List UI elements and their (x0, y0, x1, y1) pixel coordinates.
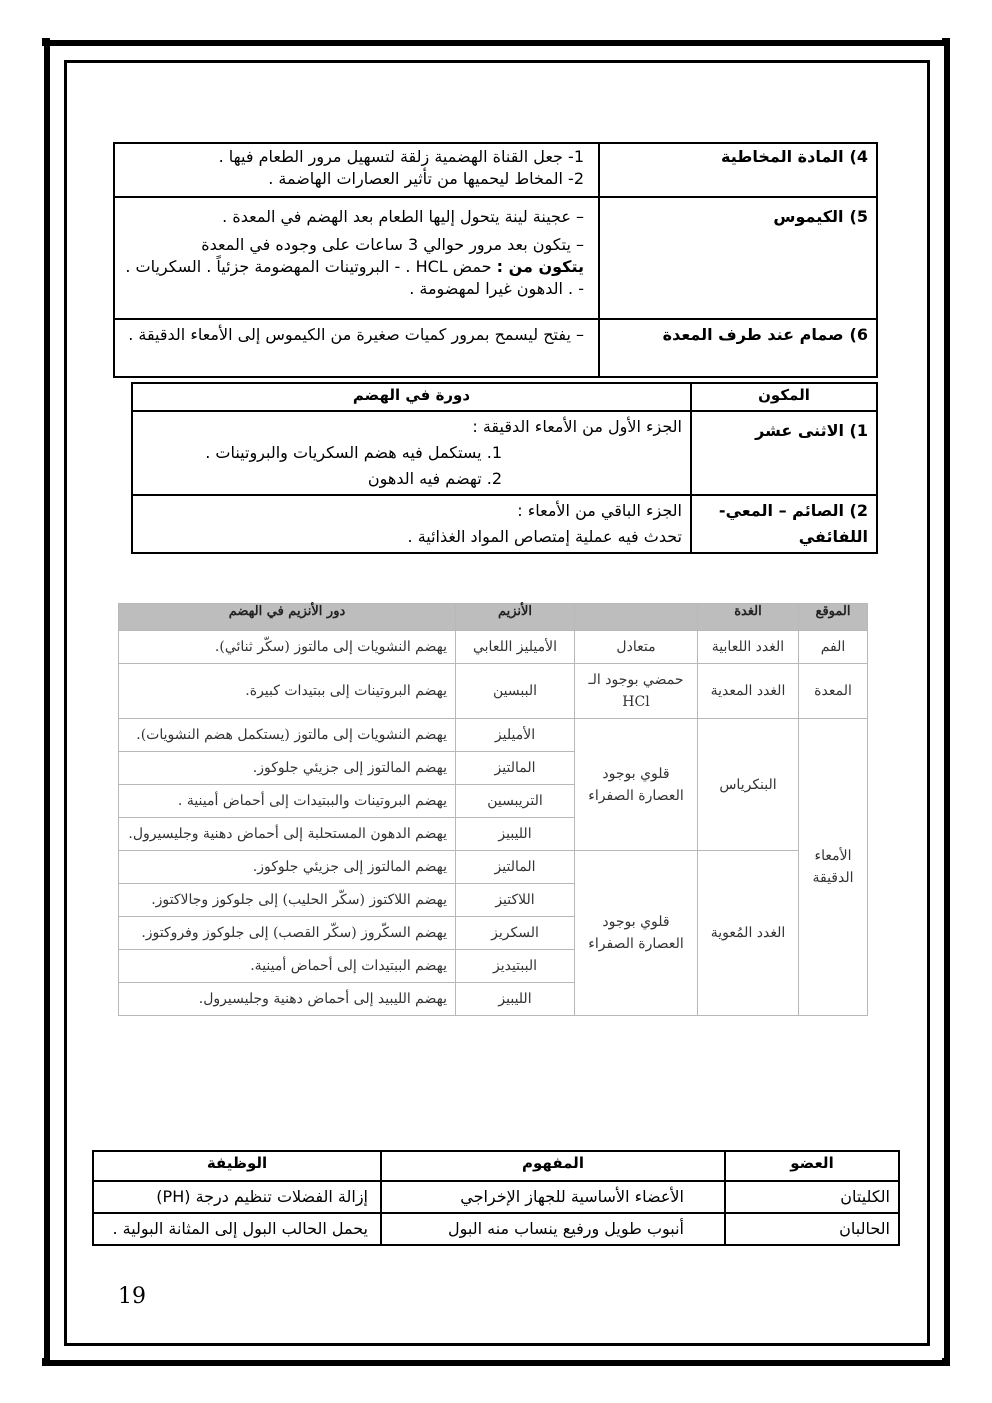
row-title: الكيموس (773, 207, 844, 226)
table-row (114, 197, 877, 319)
header-row (132, 383, 877, 411)
table-row (114, 143, 877, 197)
enzyme-cell: اللاكتيز (456, 884, 575, 917)
gland-cell: الغدد المعدية (698, 664, 799, 719)
row-number: 5) (849, 207, 868, 226)
content-line: 2. تهضم فيه الدهون (367, 469, 502, 488)
gland-cell: الغدد المُعوية (698, 851, 799, 1016)
bold-label: يتكون من : (496, 257, 584, 276)
excretory-organs-table (92, 1150, 900, 1246)
role-cell: يهضم البروتينات إلى ببتيدات كبيرة. (119, 664, 456, 719)
content-line: 1- جعل القناة الهضمية زلقة لتسهيل مرور الطعام فيها . (218, 147, 584, 166)
table-row (119, 851, 868, 884)
header-row (93, 1151, 899, 1181)
column-header: دور الأنزيم في الهضم (119, 604, 456, 631)
content-line: تحدث فيه عملية إمتصاص المواد الغذائية . (407, 527, 682, 546)
row-title: صمام عند طرف المعدة (662, 325, 844, 344)
table-row (132, 411, 877, 495)
row-content (132, 411, 691, 495)
row-number: 6) (849, 325, 868, 344)
table-row (132, 495, 877, 553)
row-content (132, 495, 691, 553)
frame-corner (42, 38, 50, 46)
frame-corner (942, 1358, 950, 1366)
role-cell: يهضم النشويات إلى مالتوز (يستكمل هضم النشويات). (119, 719, 456, 752)
medium-cell: قلوي بوجود العصارة الصفراء (575, 851, 698, 1016)
content-line: 1. يستكمل فيه هضم السكريات والبروتينات . (205, 443, 502, 462)
row-number: 2) (849, 501, 868, 520)
enzyme-cell: المالتيز (456, 752, 575, 785)
medium-cell: قلوي بوجود العصارة الصفراء (575, 719, 698, 851)
medium-cell: حمضي بوجود الـ HCl (575, 664, 698, 719)
function-cell: يحمل الحالب البول إلى المثانة البولية . (93, 1213, 381, 1245)
content-line: – عجينة لينة يتحول إليها الطعام بعد الهضم في المعدة . (222, 207, 584, 226)
column-header: المفهوم (381, 1151, 725, 1181)
table-row (119, 664, 868, 719)
table-row (119, 719, 868, 752)
role-cell: يهضم النشويات إلى مالتوز (سكّر ثنائي). (119, 631, 456, 664)
site-cell: الفم (799, 631, 868, 664)
enzyme-cell: الأميليز اللعابي (456, 631, 575, 664)
row-label (599, 319, 877, 377)
digestion-components-table (131, 382, 878, 554)
column-header: العضو (725, 1151, 899, 1181)
row-title: الصائم – المعي- اللفائفي (718, 501, 868, 546)
content-line: – يفتح ليسمح بمرور كميات صغيرة من الكيموس إلى الأمعاء الدقيقة . (128, 325, 584, 344)
definitions-table (113, 142, 878, 378)
enzyme-cell: السكريز (456, 917, 575, 950)
function-cell: إزالة الفضلات تنظيم درجة (PH) (93, 1181, 381, 1213)
row-number: 1) (849, 421, 868, 440)
table-row (114, 319, 877, 377)
content-line: – يتكون بعد مرور حوالي 3 ساعات على وجوده في المعدة (201, 235, 584, 254)
enzyme-cell: الأميليز (456, 719, 575, 752)
enzyme-cell: الببسين (456, 664, 575, 719)
row-content (114, 143, 599, 197)
frame-corner (942, 38, 950, 46)
content-line: الجزء الأول من الأمعاء الدقيقة : (472, 417, 682, 436)
concept-cell: أنبوب طويل ورفيع ينساب منه البول (381, 1213, 725, 1245)
column-header: الأنزيم (456, 604, 575, 631)
content-line (123, 256, 584, 300)
table-row (93, 1181, 899, 1213)
role-cell: يهضم السكّروز (سكّر القصب) إلى جلوكوز وفروكتوز. (119, 917, 456, 950)
row-label (599, 197, 877, 319)
content-line: الجزء الباقي من الأمعاء : (517, 501, 682, 520)
site-cell: المعدة (799, 664, 868, 719)
enzyme-cell: المالتيز (456, 851, 575, 884)
column-header: الغدة (698, 604, 799, 631)
row-content (114, 197, 599, 319)
header-row (119, 604, 868, 631)
row-title: الاثنى عشر (755, 421, 844, 440)
column-header: الموقع (799, 604, 868, 631)
column-header: الوظيفة (93, 1151, 381, 1181)
role-cell: يهضم الليبيد إلى أحماض دهنية وجليسيرول. (119, 983, 456, 1016)
table-row (119, 631, 868, 664)
enzyme-cell: الببتيديز (456, 950, 575, 983)
gland-cell: الغدد اللعابية (698, 631, 799, 664)
row-label (691, 495, 877, 553)
role-cell: يهضم الدهون المستحلبة إلى أحماض دهنية وجليسيرول. (119, 818, 456, 851)
role-cell: يهضم اللاكتوز (سكّر الحليب) إلى جلوكوز وجالاكتوز. (119, 884, 456, 917)
role-cell: يهضم المالتوز إلى جزيئي جلوكوز. (119, 851, 456, 884)
medium-cell: متعادل (575, 631, 698, 664)
frame-corner (42, 1358, 50, 1366)
row-title: المادة المخاطية (721, 147, 844, 166)
role-cell: يهضم البروتينات والببتيدات إلى أحماض أمينية . (119, 785, 456, 818)
table-row (93, 1213, 899, 1245)
role-cell: يهضم الببتيدات إلى أحماض أمينية. (119, 950, 456, 983)
page-number: 19 (118, 1284, 146, 1309)
column-header: المكون (691, 383, 877, 411)
enzyme-cell: الليبيز (456, 983, 575, 1016)
enzyme-cell: الليبيز (456, 818, 575, 851)
site-cell: الأمعاء الدقيقة (799, 719, 868, 1016)
column-header (575, 604, 698, 631)
organ-cell: الحالبان (725, 1213, 899, 1245)
row-label (599, 143, 877, 197)
content-text: حمض HCL . - البروتينات المهضومة جزئياً . السكريات . - . الدهون غيرا لمهضومة . (125, 257, 584, 298)
role-cell: يهضم المالتوز إلى جزيئي جلوكوز. (119, 752, 456, 785)
concept-cell: الأعضاء الأساسية للجهاز الإخراجي (381, 1181, 725, 1213)
enzyme-cell: التريبسين (456, 785, 575, 818)
organ-cell: الكليتان (725, 1181, 899, 1213)
gland-cell: البنكرياس (698, 719, 799, 851)
column-header: دورة في الهضم (132, 383, 691, 411)
row-number: 4) (849, 147, 868, 166)
content-line: 2- المخاط ليحميها من تأثير العصارات الهاضمة . (268, 169, 584, 188)
enzymes-table (118, 603, 868, 1016)
row-content (114, 319, 599, 377)
row-label (691, 411, 877, 495)
